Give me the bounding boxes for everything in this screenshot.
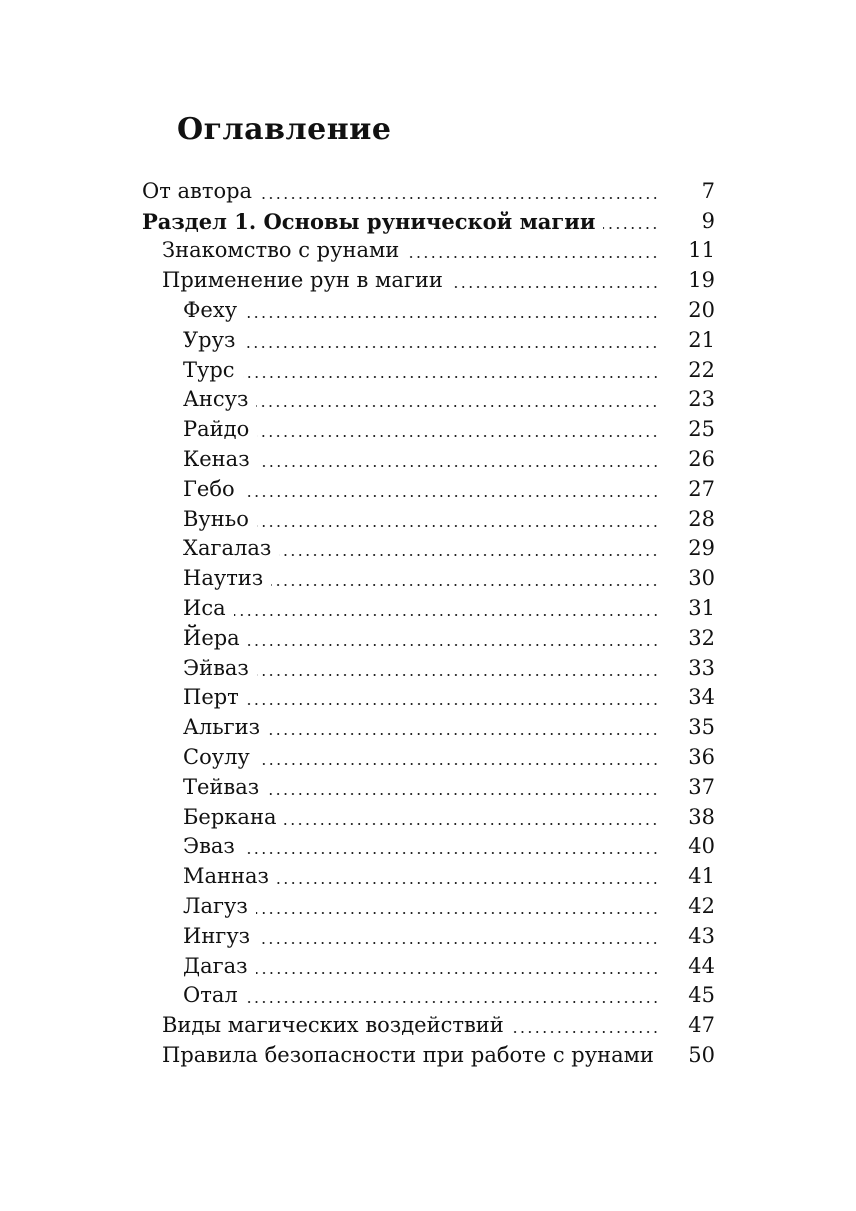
toc-entry-label: Феху xyxy=(183,297,238,322)
toc-entry xyxy=(142,176,715,206)
dot-leader xyxy=(243,475,659,504)
toc-entry-label: Виды магических воздействий xyxy=(162,1013,504,1038)
page-title: Оглавление xyxy=(177,112,392,147)
toc-entry-label: Манназ xyxy=(183,864,269,889)
toc-entry-page-number: 47 xyxy=(688,1013,715,1038)
toc-entry-label: Лагуз xyxy=(183,893,248,918)
toc-entry xyxy=(142,861,715,891)
toc-entry-label: Дагаз xyxy=(183,953,248,978)
dot-leader xyxy=(257,505,659,534)
dot-leader xyxy=(512,1011,659,1040)
dot-leader xyxy=(247,683,659,712)
toc-entry-page-number: 31 xyxy=(688,595,715,620)
toc-entry-page-number: 27 xyxy=(688,476,715,501)
toc-entry xyxy=(142,802,715,832)
toc-entry-label: Перт xyxy=(183,685,239,710)
toc-entry-page-number: 34 xyxy=(688,685,715,710)
toc-entry-page-number: 22 xyxy=(688,357,715,382)
toc-entry-page-number: 28 xyxy=(688,506,715,531)
toc-entry-page-number: 41 xyxy=(688,864,715,889)
toc-entry-page-number: 44 xyxy=(688,953,715,978)
toc-entry-label: Знакомство с рунами xyxy=(162,238,400,263)
toc-entry-label: Соулу xyxy=(183,744,250,769)
toc-entry xyxy=(142,444,715,474)
toc-entry-label: Эйваз xyxy=(183,655,249,680)
toc-entry-label: Райдо xyxy=(183,417,250,442)
toc-entry xyxy=(142,563,715,593)
toc-entry-page-number: 33 xyxy=(688,655,715,680)
toc-entry-label: Эваз xyxy=(183,834,235,859)
dot-leader xyxy=(243,832,659,861)
toc-entry-label: Иса xyxy=(183,595,226,620)
toc-entry-label: Турс xyxy=(183,357,235,382)
toc-entry-page-number: 42 xyxy=(688,893,715,918)
toc-entry-label: Ансуз xyxy=(183,387,249,412)
toc-entry xyxy=(142,1040,715,1070)
toc-entry-page-number: 40 xyxy=(688,834,715,859)
toc-entry-label: Вуньо xyxy=(183,506,249,531)
dot-leader xyxy=(234,594,659,623)
toc-entry-page-number: 9 xyxy=(701,208,715,233)
toc-entry-page-number: 26 xyxy=(688,446,715,471)
toc-entry-page-number: 36 xyxy=(688,744,715,769)
toc-entry xyxy=(142,623,715,653)
toc-entry xyxy=(142,474,715,504)
toc-entry-label: Отал xyxy=(183,983,238,1008)
dot-leader xyxy=(284,803,659,832)
dot-leader xyxy=(258,743,659,772)
toc-entry xyxy=(142,891,715,921)
toc-entry-label: Уруз xyxy=(183,327,236,352)
toc-entry xyxy=(142,653,715,683)
toc-entry-page-number: 23 xyxy=(688,387,715,412)
toc-entry-page-number: 35 xyxy=(688,715,715,740)
dot-leader xyxy=(257,415,659,444)
toc-entry xyxy=(142,772,715,802)
toc-entry xyxy=(142,534,715,564)
toc-entry-label: Йера xyxy=(183,625,240,650)
dot-leader xyxy=(260,177,659,206)
dot-leader xyxy=(258,445,659,474)
toc-entry xyxy=(142,355,715,385)
toc-entry-page-number: 32 xyxy=(688,625,715,650)
toc-entry xyxy=(142,832,715,862)
toc-entry-label: Правила безопасности при работе с рунами xyxy=(162,1042,654,1067)
toc-entry-label: Хагалаз xyxy=(183,536,272,561)
dot-leader xyxy=(245,296,659,325)
toc-entry xyxy=(142,712,715,742)
toc-entry xyxy=(142,414,715,444)
dot-leader xyxy=(279,534,659,563)
toc-entry xyxy=(142,504,715,534)
toc-entry-label: Альгиз xyxy=(183,715,261,740)
toc-entry-page-number: 37 xyxy=(688,774,715,799)
toc-entry-page-number: 38 xyxy=(688,804,715,829)
dot-leader xyxy=(256,892,659,921)
toc-entry xyxy=(142,742,715,772)
dot-leader xyxy=(256,952,659,981)
toc-entry xyxy=(142,206,715,236)
dot-leader xyxy=(243,326,659,355)
toc-entry-label: Кеназ xyxy=(183,446,250,471)
toc-entry-page-number: 30 xyxy=(688,566,715,591)
dot-leader xyxy=(243,356,659,385)
table-of-contents xyxy=(142,176,715,1070)
toc-entry-page-number: 21 xyxy=(688,327,715,352)
toc-entry xyxy=(142,593,715,623)
toc-entry-page-number: 25 xyxy=(688,417,715,442)
toc-entry-page-number: 45 xyxy=(688,983,715,1008)
toc-entry-label: Тейваз xyxy=(183,774,260,799)
dot-leader xyxy=(248,624,659,653)
toc-entry-page-number: 29 xyxy=(688,536,715,561)
dot-leader xyxy=(267,773,659,802)
dot-leader xyxy=(258,922,659,951)
dot-leader xyxy=(256,385,659,414)
toc-entry xyxy=(142,981,715,1011)
toc-entry xyxy=(142,1010,715,1040)
toc-entry xyxy=(142,265,715,295)
toc-entry-label: Беркана xyxy=(183,804,277,829)
dot-leader xyxy=(451,266,659,295)
toc-entry-label: Наутиз xyxy=(183,566,264,591)
dot-leader xyxy=(407,236,659,265)
toc-entry xyxy=(142,951,715,981)
toc-entry-label: От автора xyxy=(142,178,253,203)
toc-entry-label: Раздел 1. Основы рунической магии xyxy=(142,208,596,234)
toc-entry xyxy=(142,385,715,415)
toc-entry-page-number: 43 xyxy=(688,923,715,948)
toc-entry-page-number: 20 xyxy=(688,297,715,322)
toc-entry xyxy=(142,325,715,355)
toc-entry xyxy=(142,236,715,266)
toc-entry-page-number: 11 xyxy=(688,238,715,263)
dot-leader xyxy=(257,654,659,683)
toc-entry-page-number: 7 xyxy=(701,178,715,203)
toc-entry-label: Гебо xyxy=(183,476,235,501)
dot-leader xyxy=(603,207,659,236)
toc-entry xyxy=(142,683,715,713)
toc-entry-page-number: 50 xyxy=(688,1042,715,1067)
toc-entry-label: Ингуз xyxy=(183,923,251,948)
toc-entry-page-number: 19 xyxy=(688,268,715,293)
toc-entry-label: Применение рун в магии xyxy=(162,268,443,293)
dot-leader xyxy=(268,713,659,742)
dot-leader xyxy=(277,862,659,891)
dot-leader xyxy=(246,981,659,1010)
toc-entry xyxy=(142,921,715,951)
dot-leader xyxy=(271,564,659,593)
toc-entry xyxy=(142,295,715,325)
